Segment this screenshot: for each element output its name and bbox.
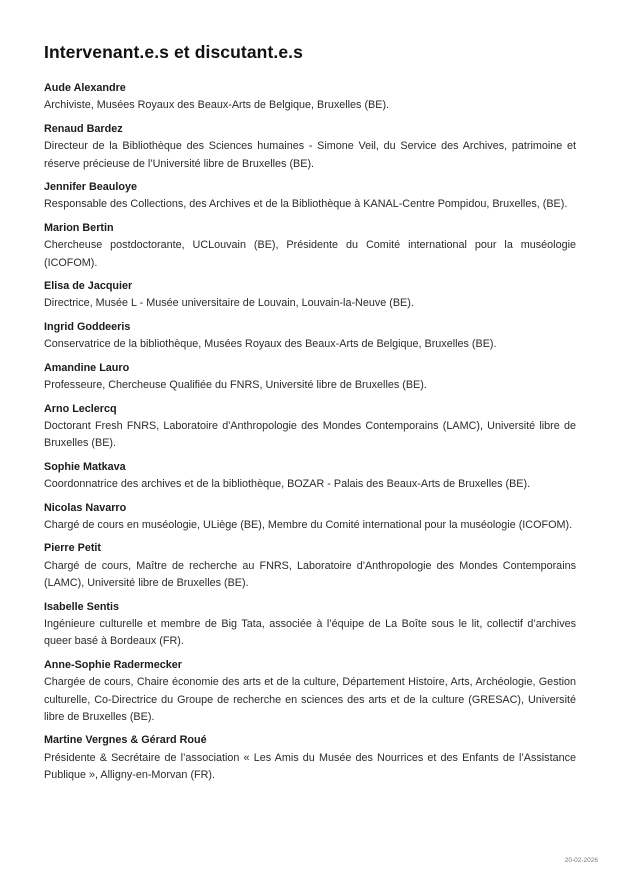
speaker-description: Doctorant Fresh FNRS, Laboratoire d'Anthropologie des Mondes Contemporains (LAMC), Université libre de Bruxelles (BE). xyxy=(44,419,576,450)
speaker-entry xyxy=(44,732,576,784)
page-title: Intervenant.e.s et discutant.e.s xyxy=(44,42,303,62)
speaker-description: Chargée de cours, Chaire économie des arts et de la culture, Département Histoire, Arts, Archéologie, Gestion culturelle, Co-Directrice du Groupe de recherche en sciences des arts et de la culture (GRESAC), Université libre de Bruxelles (BE). xyxy=(44,676,576,723)
speaker-description: Chercheuse postdoctorante, UCLouvain (BE), Présidente du Comité international pour la muséologie (ICOFOM). xyxy=(44,239,576,269)
speaker-entry xyxy=(44,459,576,494)
speaker-entry xyxy=(44,220,576,272)
speaker-name: Amandine Lauro xyxy=(44,361,130,374)
speaker-description: Archiviste, Musées Royaux des Beaux-Arts de Belgique, Bruxelles (BE). xyxy=(44,99,390,112)
speaker-name: Arno Leclercq xyxy=(44,402,117,415)
speaker-name: Sophie Matkava xyxy=(44,460,126,473)
speaker-name: Marion Bertin xyxy=(44,221,114,234)
speaker-name: Martine Vergnes & Gérard Roué xyxy=(44,734,207,747)
speaker-name: Jennifer Beauloye xyxy=(44,181,138,194)
speaker-description: Chargé de cours en muséologie, ULiège (BE), Membre du Comité international pour la muséologie (ICOFOM). xyxy=(44,518,573,531)
speaker-entry xyxy=(44,540,576,592)
speaker-entry xyxy=(44,121,576,173)
speaker-name: Ingrid Goddeeris xyxy=(44,320,131,333)
speaker-name: Anne-Sophie Radermecker xyxy=(44,658,183,671)
speaker-entry xyxy=(44,80,576,115)
speaker-description: Présidente & Secrétaire de l’association « Les Amis du Musée des Nourrices et des Enfants de l’Assistance Publique », Alligny-en-Morvan (FR). xyxy=(44,751,576,782)
speaker-name: Aude Alexandre xyxy=(44,82,126,94)
speaker-description: Directeur de la Bibliothèque des Sciences humaines - Simone Veil, du Service des Archives, patrimoine et réserve précieuse de l’Université libre de Bruxelles (BE). xyxy=(44,140,576,170)
footer-date: 20-02-2026 xyxy=(564,857,598,864)
speaker-entry xyxy=(44,360,576,395)
speaker-description: Responsable des Collections, des Archives et de la Bibliothèque à KANAL-Centre Pompidou, Bruxelles, (BE). xyxy=(44,198,568,211)
speaker-name: Renaud Bardez xyxy=(44,122,123,135)
speaker-description: Conservatrice de la bibliothèque, Musées Royaux des Beaux-Arts de Belgique, Bruxelles (BE). xyxy=(44,338,497,351)
speaker-name: Nicolas Navarro xyxy=(44,501,127,514)
speaker-description: Directrice, Musée L - Musée universitaire de Louvain, Louvain-la-Neuve (BE). xyxy=(44,297,414,310)
speaker-name: Pierre Petit xyxy=(44,542,102,555)
speaker-description: Professeure, Chercheuse Qualifiée du FNRS, Université libre de Bruxelles (BE). xyxy=(44,379,427,392)
speaker-entry xyxy=(44,179,576,214)
speaker-description: Coordonnatrice des archives et de la bibliothèque, BOZAR - Palais des Beaux-Arts de Bruxelles (BE). xyxy=(44,478,531,491)
speaker-entry xyxy=(44,278,576,313)
speaker-entry xyxy=(44,657,576,727)
speaker-entry xyxy=(44,401,576,453)
speaker-description: Ingénieure culturelle et membre de Big Tata, associée à l’équipe de La Boîte sous le lit, collectif d’archives queer basé à Bordeaux (FR). xyxy=(44,617,576,648)
speaker-entry xyxy=(44,500,576,535)
speaker-description: Chargé de cours, Maître de recherche au FNRS, Laboratoire d'Anthropologie des Mondes Contemporains (LAMC), Université libre de Bruxelles (BE). xyxy=(44,559,576,590)
speaker-list xyxy=(44,80,576,785)
speaker-entry xyxy=(44,599,576,651)
speaker-name: Elisa de Jacquier xyxy=(44,280,133,293)
speaker-name: Isabelle Sentis xyxy=(44,600,120,613)
speaker-entry xyxy=(44,319,576,354)
